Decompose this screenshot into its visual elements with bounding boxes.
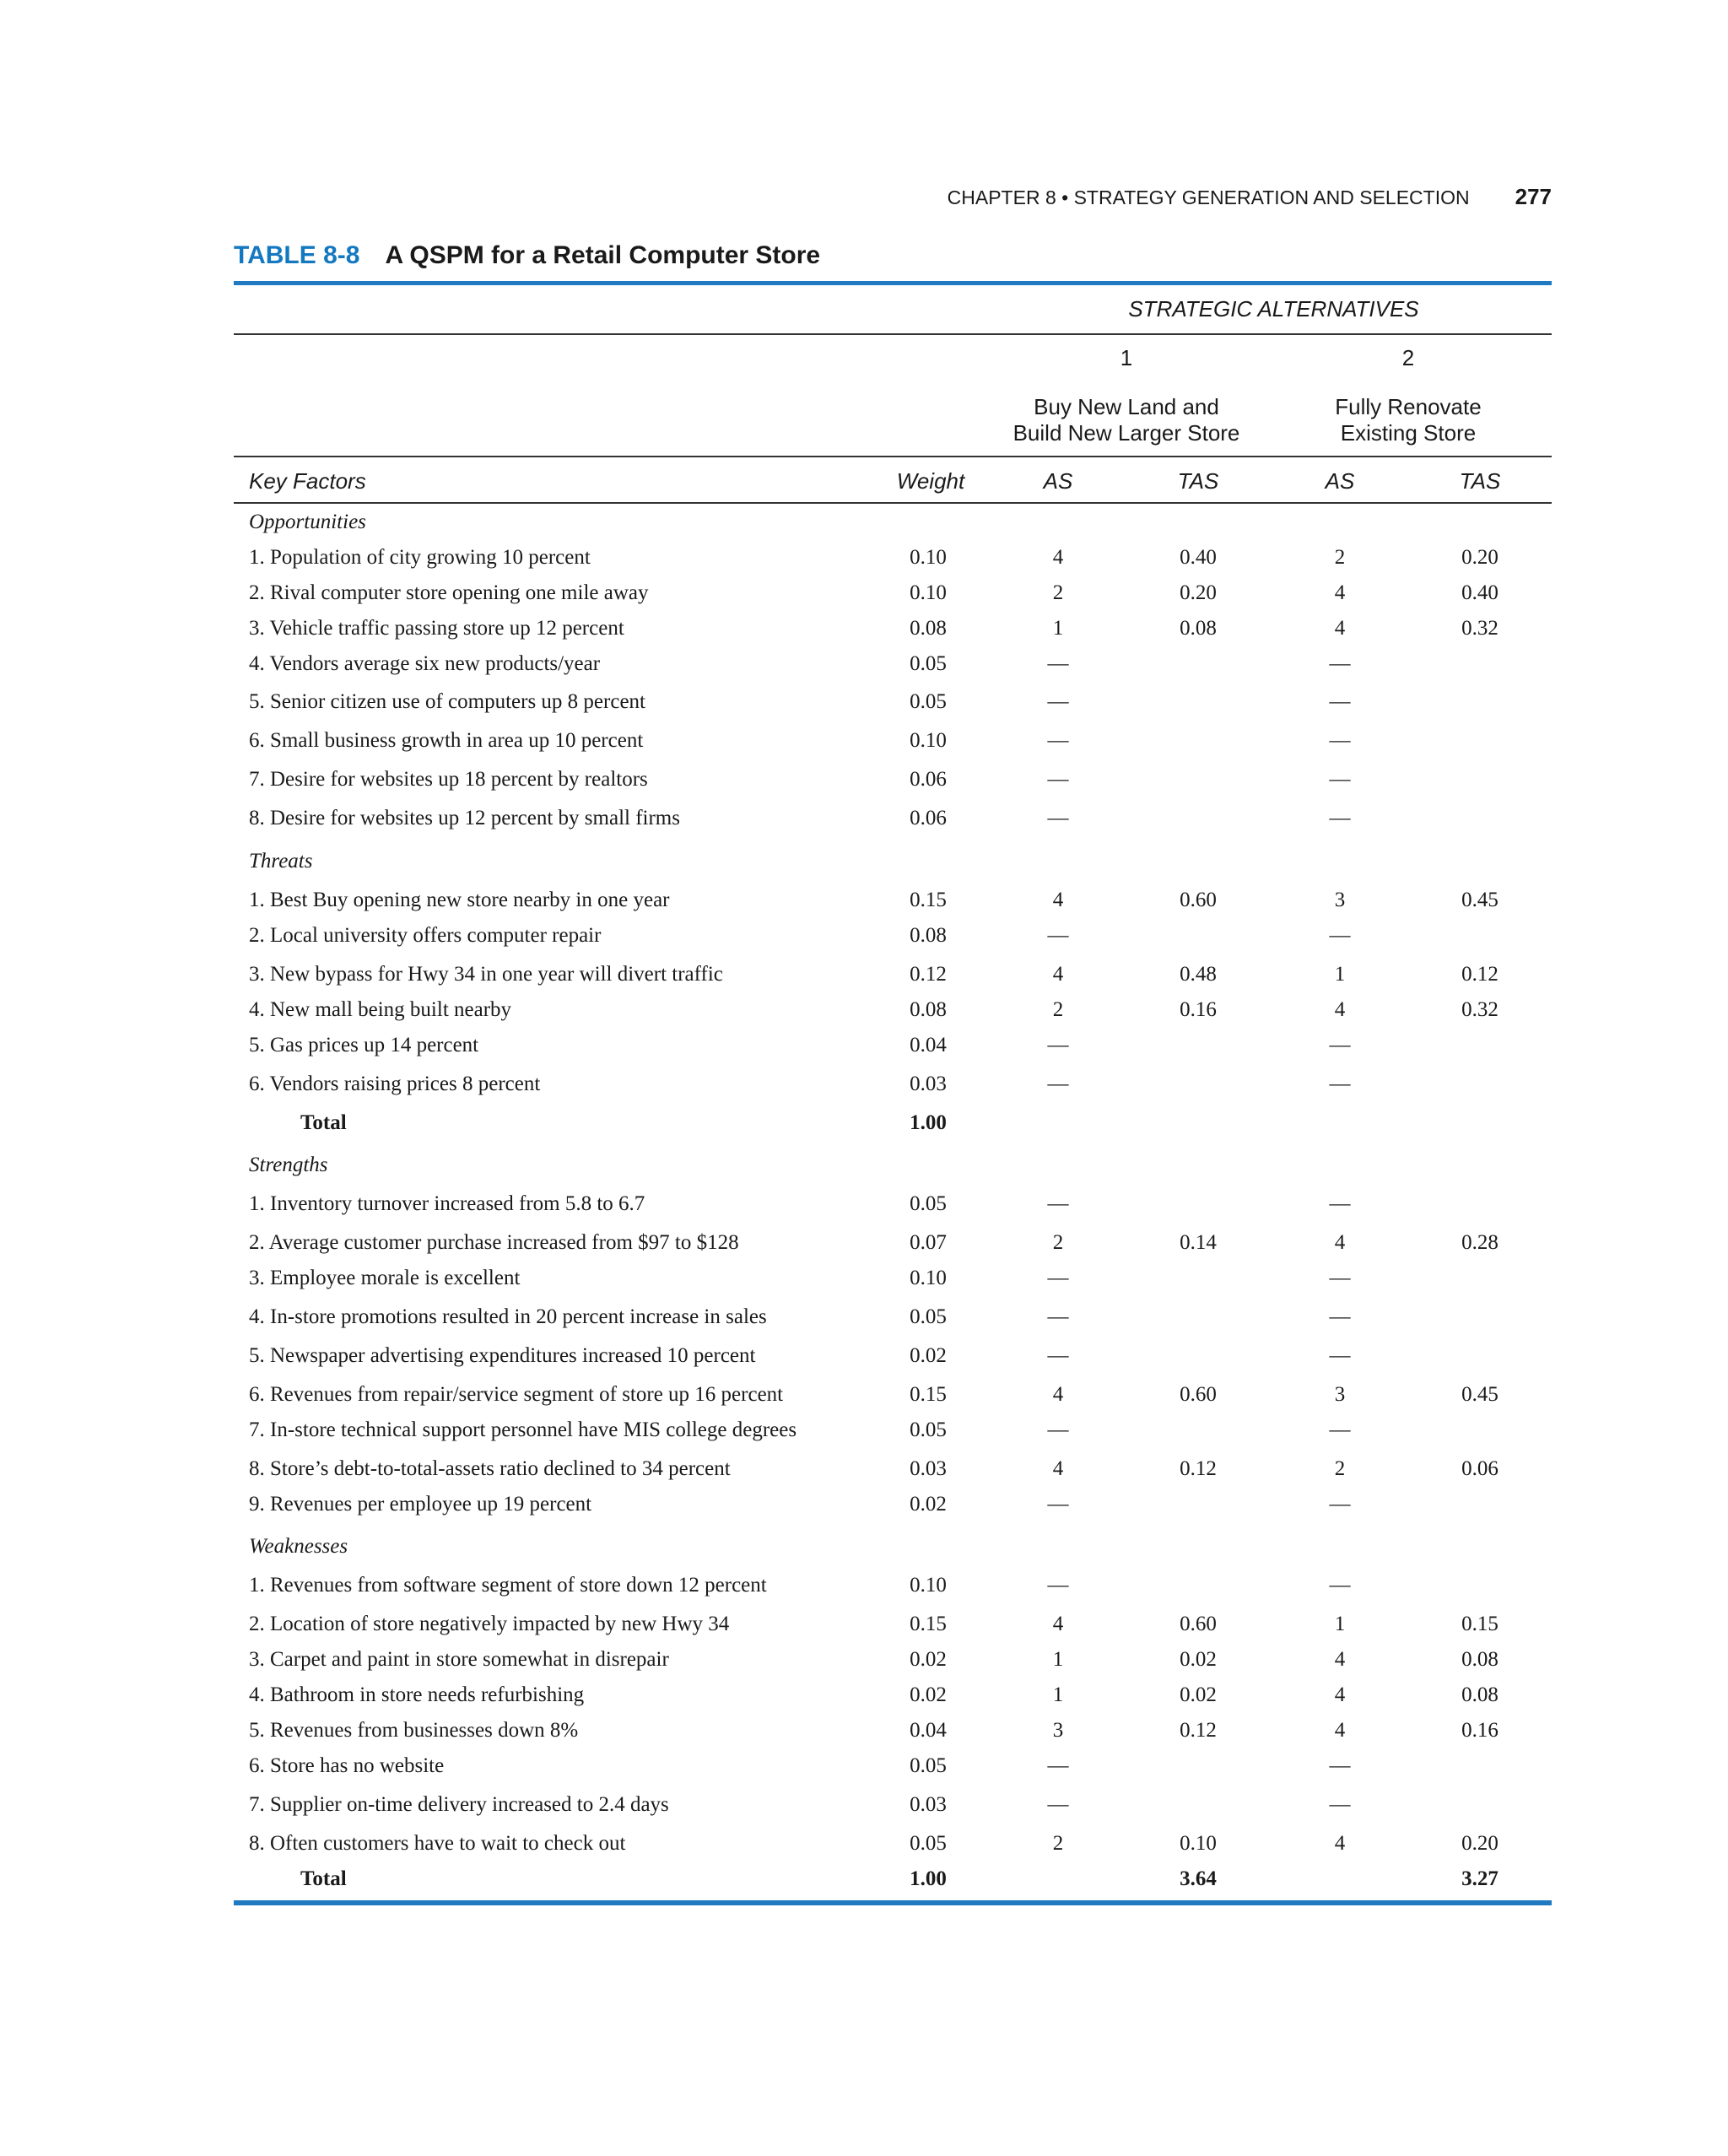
weight-cell: 0.05	[910, 652, 947, 675]
table-row	[234, 1683, 1552, 1708]
as2-header: AS	[1325, 468, 1355, 494]
section-heading	[234, 1153, 1552, 1178]
section-heading	[234, 1534, 1552, 1559]
weight-cell: 0.06	[910, 768, 947, 791]
weight-cell: 0.05	[910, 1754, 947, 1777]
as2-cell: 4	[1334, 1648, 1346, 1671]
key-factor: 4. In-store promotions resulted in 20 percent increase in sales	[249, 1305, 767, 1328]
key-factor: 3. Vehicle traffic passing store up 12 percent	[249, 617, 624, 640]
weight-cell: 0.03	[910, 1793, 947, 1816]
weight-cell: 0.02	[910, 1493, 947, 1516]
as1-cell: 4	[1052, 1457, 1064, 1480]
tas2-cell: 0.08	[1461, 1648, 1498, 1671]
as1-cell: 2	[1052, 998, 1064, 1021]
table-row	[234, 1191, 1552, 1217]
weight-cell: 0.07	[910, 1231, 947, 1254]
as1-cell: —	[1047, 1034, 1069, 1056]
page-number: 277	[1515, 184, 1552, 209]
table-top-rule	[234, 281, 1552, 285]
key-factor: 7. Supplier on-time delivery increased to 2.4 days	[249, 1793, 669, 1816]
weight-cell: 0.15	[910, 889, 947, 911]
table-row	[234, 581, 1552, 606]
table-row	[234, 1343, 1552, 1369]
weight-cell: 0.04	[910, 1034, 947, 1056]
table-row	[234, 923, 1552, 948]
table-row	[234, 1718, 1552, 1743]
weight-cell: 0.03	[910, 1073, 947, 1095]
tas1-cell: 0.14	[1180, 1231, 1217, 1254]
alt1-name-line2: Build New Larger Store	[1012, 420, 1240, 446]
table-row	[234, 1266, 1552, 1291]
as1-cell: —	[1047, 1073, 1069, 1095]
key-factor: 1. Inventory turnover increased from 5.8 to 6.7	[249, 1192, 645, 1215]
weight-cell: 0.02	[910, 1648, 947, 1671]
key-factor: 8. Desire for websites up 12 percent by small firms	[249, 807, 680, 829]
table-row	[234, 616, 1552, 641]
as2-cell: 4	[1334, 1719, 1346, 1742]
total-row	[234, 1110, 1552, 1136]
as1-cell: —	[1047, 924, 1069, 947]
key-factor: 5. Newspaper advertising expenditures increased 10 percent	[249, 1344, 756, 1367]
tas1-header: TAS	[1177, 468, 1219, 494]
tas1-cell: 0.16	[1180, 998, 1217, 1021]
table-row	[234, 1573, 1552, 1598]
as1-cell: 3	[1052, 1719, 1064, 1742]
as1-cell: 1	[1052, 1683, 1064, 1706]
as1-cell: —	[1047, 652, 1069, 675]
as2-cell: —	[1329, 1574, 1351, 1597]
as2-cell: 3	[1334, 1383, 1346, 1406]
weight-cell: 0.12	[910, 963, 947, 986]
as1-cell: —	[1047, 1344, 1069, 1367]
header-rule-1	[234, 333, 1552, 335]
running-head	[942, 184, 1552, 210]
tas2-header: TAS	[1459, 468, 1501, 494]
as2-cell: —	[1329, 690, 1351, 713]
table-row	[234, 651, 1552, 677]
weight-cell: 0.05	[910, 1832, 947, 1855]
table-row	[234, 997, 1552, 1023]
as1-cell: 1	[1052, 617, 1064, 640]
tas2-cell: 0.15	[1461, 1613, 1498, 1635]
tas2-cell: 0.45	[1461, 889, 1498, 911]
key-factor: 6. Store has no website	[249, 1754, 445, 1777]
as1-cell: 4	[1052, 889, 1064, 911]
weight-cell: 0.15	[910, 1383, 947, 1406]
as2-cell: —	[1329, 1192, 1351, 1215]
weight-cell: 0.10	[910, 1267, 947, 1289]
key-factor: 7. In-store technical support personnel have MIS college degrees	[249, 1418, 797, 1441]
key-factor: 1. Best Buy opening new store nearby in one year	[249, 889, 670, 911]
weight-cell: 0.10	[910, 546, 947, 569]
key-factor: 8. Store’s debt-to-total-assets ratio declined to 34 percent	[249, 1457, 731, 1480]
key-factor: 8. Often customers have to wait to check out	[249, 1832, 626, 1855]
as1-cell: 2	[1052, 1231, 1064, 1254]
key-factor: Total	[300, 1111, 347, 1134]
as2-cell: 4	[1334, 998, 1346, 1021]
weight-cell: 0.10	[910, 1574, 947, 1597]
tas2-cell: 0.20	[1461, 546, 1498, 569]
alt2-number: 2	[1401, 345, 1415, 370]
tas1-cell: 0.02	[1180, 1648, 1217, 1671]
key-factor: 9. Revenues per employee up 19 percent	[249, 1493, 592, 1516]
tas2-cell: 0.20	[1461, 1832, 1498, 1855]
section-label: Strengths	[249, 1154, 328, 1176]
key-factor: 3. Employee morale is excellent	[249, 1267, 521, 1289]
tas1-cell: 0.02	[1180, 1683, 1217, 1706]
key-factor: 2. Average customer purchase increased from $97 to $128	[249, 1231, 739, 1254]
as2-cell: 4	[1334, 1683, 1346, 1706]
key-factor: 5. Senior citizen use of computers up 8 percent	[249, 690, 645, 713]
total-row	[234, 1867, 1552, 1892]
header-rule-2	[234, 456, 1552, 457]
tas2-cell: 0.32	[1461, 617, 1498, 640]
tas2-cell: 0.45	[1461, 1383, 1498, 1406]
key-factor: 7. Desire for websites up 18 percent by realtors	[249, 768, 648, 791]
as2-cell: 4	[1334, 1231, 1346, 1254]
tas2-cell: 0.28	[1461, 1231, 1498, 1254]
table-row	[234, 1072, 1552, 1097]
as1-header: AS	[1043, 468, 1073, 494]
section-heading	[234, 510, 1552, 535]
as1-cell: —	[1047, 807, 1069, 829]
tas2-cell: 0.40	[1461, 581, 1498, 604]
weight-cell: 0.05	[910, 690, 947, 713]
as2-cell: —	[1329, 652, 1351, 675]
as1-cell: —	[1047, 1305, 1069, 1328]
as1-cell: 2	[1052, 581, 1064, 604]
as2-cell: 4	[1334, 1832, 1346, 1855]
tas2-cell: 3.27	[1461, 1867, 1498, 1890]
header-rule-3	[234, 502, 1552, 504]
table-row	[234, 767, 1552, 792]
as1-cell: —	[1047, 1267, 1069, 1289]
as2-cell: 2	[1334, 1457, 1346, 1480]
section-label: Threats	[249, 850, 313, 873]
as2-cell: —	[1329, 1754, 1351, 1777]
weight-cell: 1.00	[910, 1111, 947, 1134]
table-row	[234, 1831, 1552, 1856]
tas1-cell: 0.10	[1180, 1832, 1217, 1855]
table-row	[234, 728, 1552, 754]
tas1-cell: 0.12	[1180, 1457, 1217, 1480]
table-row	[234, 1382, 1552, 1408]
key-factor: 4. Vendors average six new products/year	[249, 652, 601, 675]
table-row	[234, 1033, 1552, 1058]
key-factor: 3. Carpet and paint in store somewhat in disrepair	[249, 1648, 669, 1671]
table-row	[234, 1792, 1552, 1818]
weight-cell: 0.06	[910, 807, 947, 829]
table-row	[234, 1753, 1552, 1779]
weight-cell: 0.03	[910, 1457, 947, 1480]
key-factor: 1. Population of city growing 10 percent	[249, 546, 591, 569]
as2-cell: 3	[1334, 889, 1346, 911]
as2-cell: —	[1329, 1305, 1351, 1328]
as2-cell: —	[1329, 1073, 1351, 1095]
weight-cell: 0.08	[910, 924, 947, 947]
alt1-number: 1	[1120, 345, 1133, 370]
section-heading	[234, 849, 1552, 874]
weight-cell: 0.02	[910, 1683, 947, 1706]
weight-cell: 0.10	[910, 581, 947, 604]
as2-cell: —	[1329, 768, 1351, 791]
as1-cell: —	[1047, 1192, 1069, 1215]
tas1-cell: 0.48	[1180, 963, 1217, 986]
key-factor: 2. Location of store negatively impacted by new Hwy 34	[249, 1613, 730, 1635]
weight-cell: 0.05	[910, 1305, 947, 1328]
tas2-cell: 0.08	[1461, 1683, 1498, 1706]
as2-cell: —	[1329, 1267, 1351, 1289]
tas1-cell: 0.40	[1180, 546, 1217, 569]
key-factor: 2. Local university offers computer repair	[249, 924, 602, 947]
key-factor: 6. Vendors raising prices 8 percent	[249, 1073, 541, 1095]
as2-cell: —	[1329, 807, 1351, 829]
key-factor: 4. New mall being built nearby	[249, 998, 512, 1021]
as2-cell: 1	[1334, 1613, 1346, 1635]
section-label: Opportunities	[249, 511, 366, 533]
as2-cell: 2	[1334, 546, 1346, 569]
as1-cell: 2	[1052, 1832, 1064, 1855]
key-factors-header: Key Factors	[249, 468, 366, 494]
key-factor: 3. New bypass for Hwy 34 in one year will divert traffic	[249, 963, 723, 986]
table-row	[234, 806, 1552, 831]
tas2-cell: 0.32	[1461, 998, 1498, 1021]
weight-header: Weight	[896, 468, 965, 494]
as2-cell: —	[1329, 1793, 1351, 1816]
weight-cell: 0.05	[910, 1192, 947, 1215]
as1-cell: 4	[1052, 546, 1064, 569]
tas1-cell: 3.64	[1180, 1867, 1217, 1890]
tas1-cell: 0.60	[1180, 889, 1217, 911]
tas1-cell: 0.08	[1180, 617, 1217, 640]
running-head-text: CHAPTER 8 • STRATEGY GENERATION AND SELECTION	[947, 186, 1470, 208]
table-row	[234, 888, 1552, 913]
section-label: Weaknesses	[249, 1535, 348, 1558]
table-row	[234, 1647, 1552, 1672]
as1-cell: 4	[1052, 963, 1064, 986]
as2-cell: —	[1329, 1493, 1351, 1516]
as1-cell: 4	[1052, 1383, 1064, 1406]
key-factor: 6. Revenues from repair/service segment of store up 16 percent	[249, 1383, 784, 1406]
as1-cell: —	[1047, 1754, 1069, 1777]
weight-cell: 0.10	[910, 729, 947, 752]
weight-cell: 0.04	[910, 1719, 947, 1742]
as1-cell: 4	[1052, 1613, 1064, 1635]
as1-cell: —	[1047, 768, 1069, 791]
tas2-cell: 0.06	[1461, 1457, 1498, 1480]
key-factor: 5. Gas prices up 14 percent	[249, 1034, 479, 1056]
weight-cell: 0.15	[910, 1613, 947, 1635]
key-factor: 5. Revenues from businesses down 8%	[249, 1719, 579, 1742]
weight-cell: 0.08	[910, 617, 947, 640]
table-row	[234, 689, 1552, 715]
table-number: TABLE 8-8	[234, 241, 360, 269]
key-factor: 1. Revenues from software segment of store down 12 percent	[249, 1574, 767, 1597]
as2-cell: —	[1329, 924, 1351, 947]
table-row	[234, 1418, 1552, 1443]
key-factor: 2. Rival computer store opening one mile away	[249, 581, 649, 604]
tas2-cell: 0.12	[1461, 963, 1498, 986]
tas1-cell: 0.20	[1180, 581, 1217, 604]
table-caption	[234, 241, 820, 270]
as2-cell: —	[1329, 1034, 1351, 1056]
tas1-cell: 0.12	[1180, 1719, 1217, 1742]
table-title: A QSPM for a Retail Computer Store	[385, 241, 821, 269]
as1-cell: —	[1047, 1493, 1069, 1516]
as2-cell: 4	[1334, 617, 1346, 640]
table-row	[234, 1456, 1552, 1482]
table-row	[234, 545, 1552, 570]
tas1-cell: 0.60	[1180, 1613, 1217, 1635]
as1-cell: —	[1047, 1418, 1069, 1441]
as2-cell: 1	[1334, 963, 1346, 986]
as1-cell: —	[1047, 1574, 1069, 1597]
as2-cell: 4	[1334, 581, 1346, 604]
as1-cell: —	[1047, 690, 1069, 713]
key-factor: 6. Small business growth in area up 10 percent	[249, 729, 644, 752]
tas2-cell: 0.16	[1461, 1719, 1498, 1742]
alt2-name-line1: Fully Renovate	[1335, 394, 1482, 419]
weight-cell: 0.05	[910, 1418, 947, 1441]
table-row	[234, 962, 1552, 987]
alt2-name-line2: Existing Store	[1340, 420, 1477, 446]
as1-cell: —	[1047, 1793, 1069, 1816]
table-bottom-rule	[234, 1900, 1552, 1905]
table-row	[234, 1305, 1552, 1330]
key-factor: 4. Bathroom in store needs refurbishing	[249, 1683, 585, 1706]
as2-cell: —	[1329, 1418, 1351, 1441]
table-row	[234, 1230, 1552, 1256]
as1-cell: —	[1047, 729, 1069, 752]
as2-cell: —	[1329, 729, 1351, 752]
alt1-name-line1: Buy New Land and	[1034, 394, 1219, 419]
weight-cell: 1.00	[910, 1867, 947, 1890]
table-row	[234, 1492, 1552, 1517]
as1-cell: 1	[1052, 1648, 1064, 1671]
as2-cell: —	[1329, 1344, 1351, 1367]
strategic-alternatives-heading: STRATEGIC ALTERNATIVES	[1128, 296, 1419, 322]
weight-cell: 0.08	[910, 998, 947, 1021]
tas1-cell: 0.60	[1180, 1383, 1217, 1406]
table-row	[234, 1612, 1552, 1637]
key-factor: Total	[300, 1867, 347, 1890]
weight-cell: 0.02	[910, 1344, 947, 1367]
